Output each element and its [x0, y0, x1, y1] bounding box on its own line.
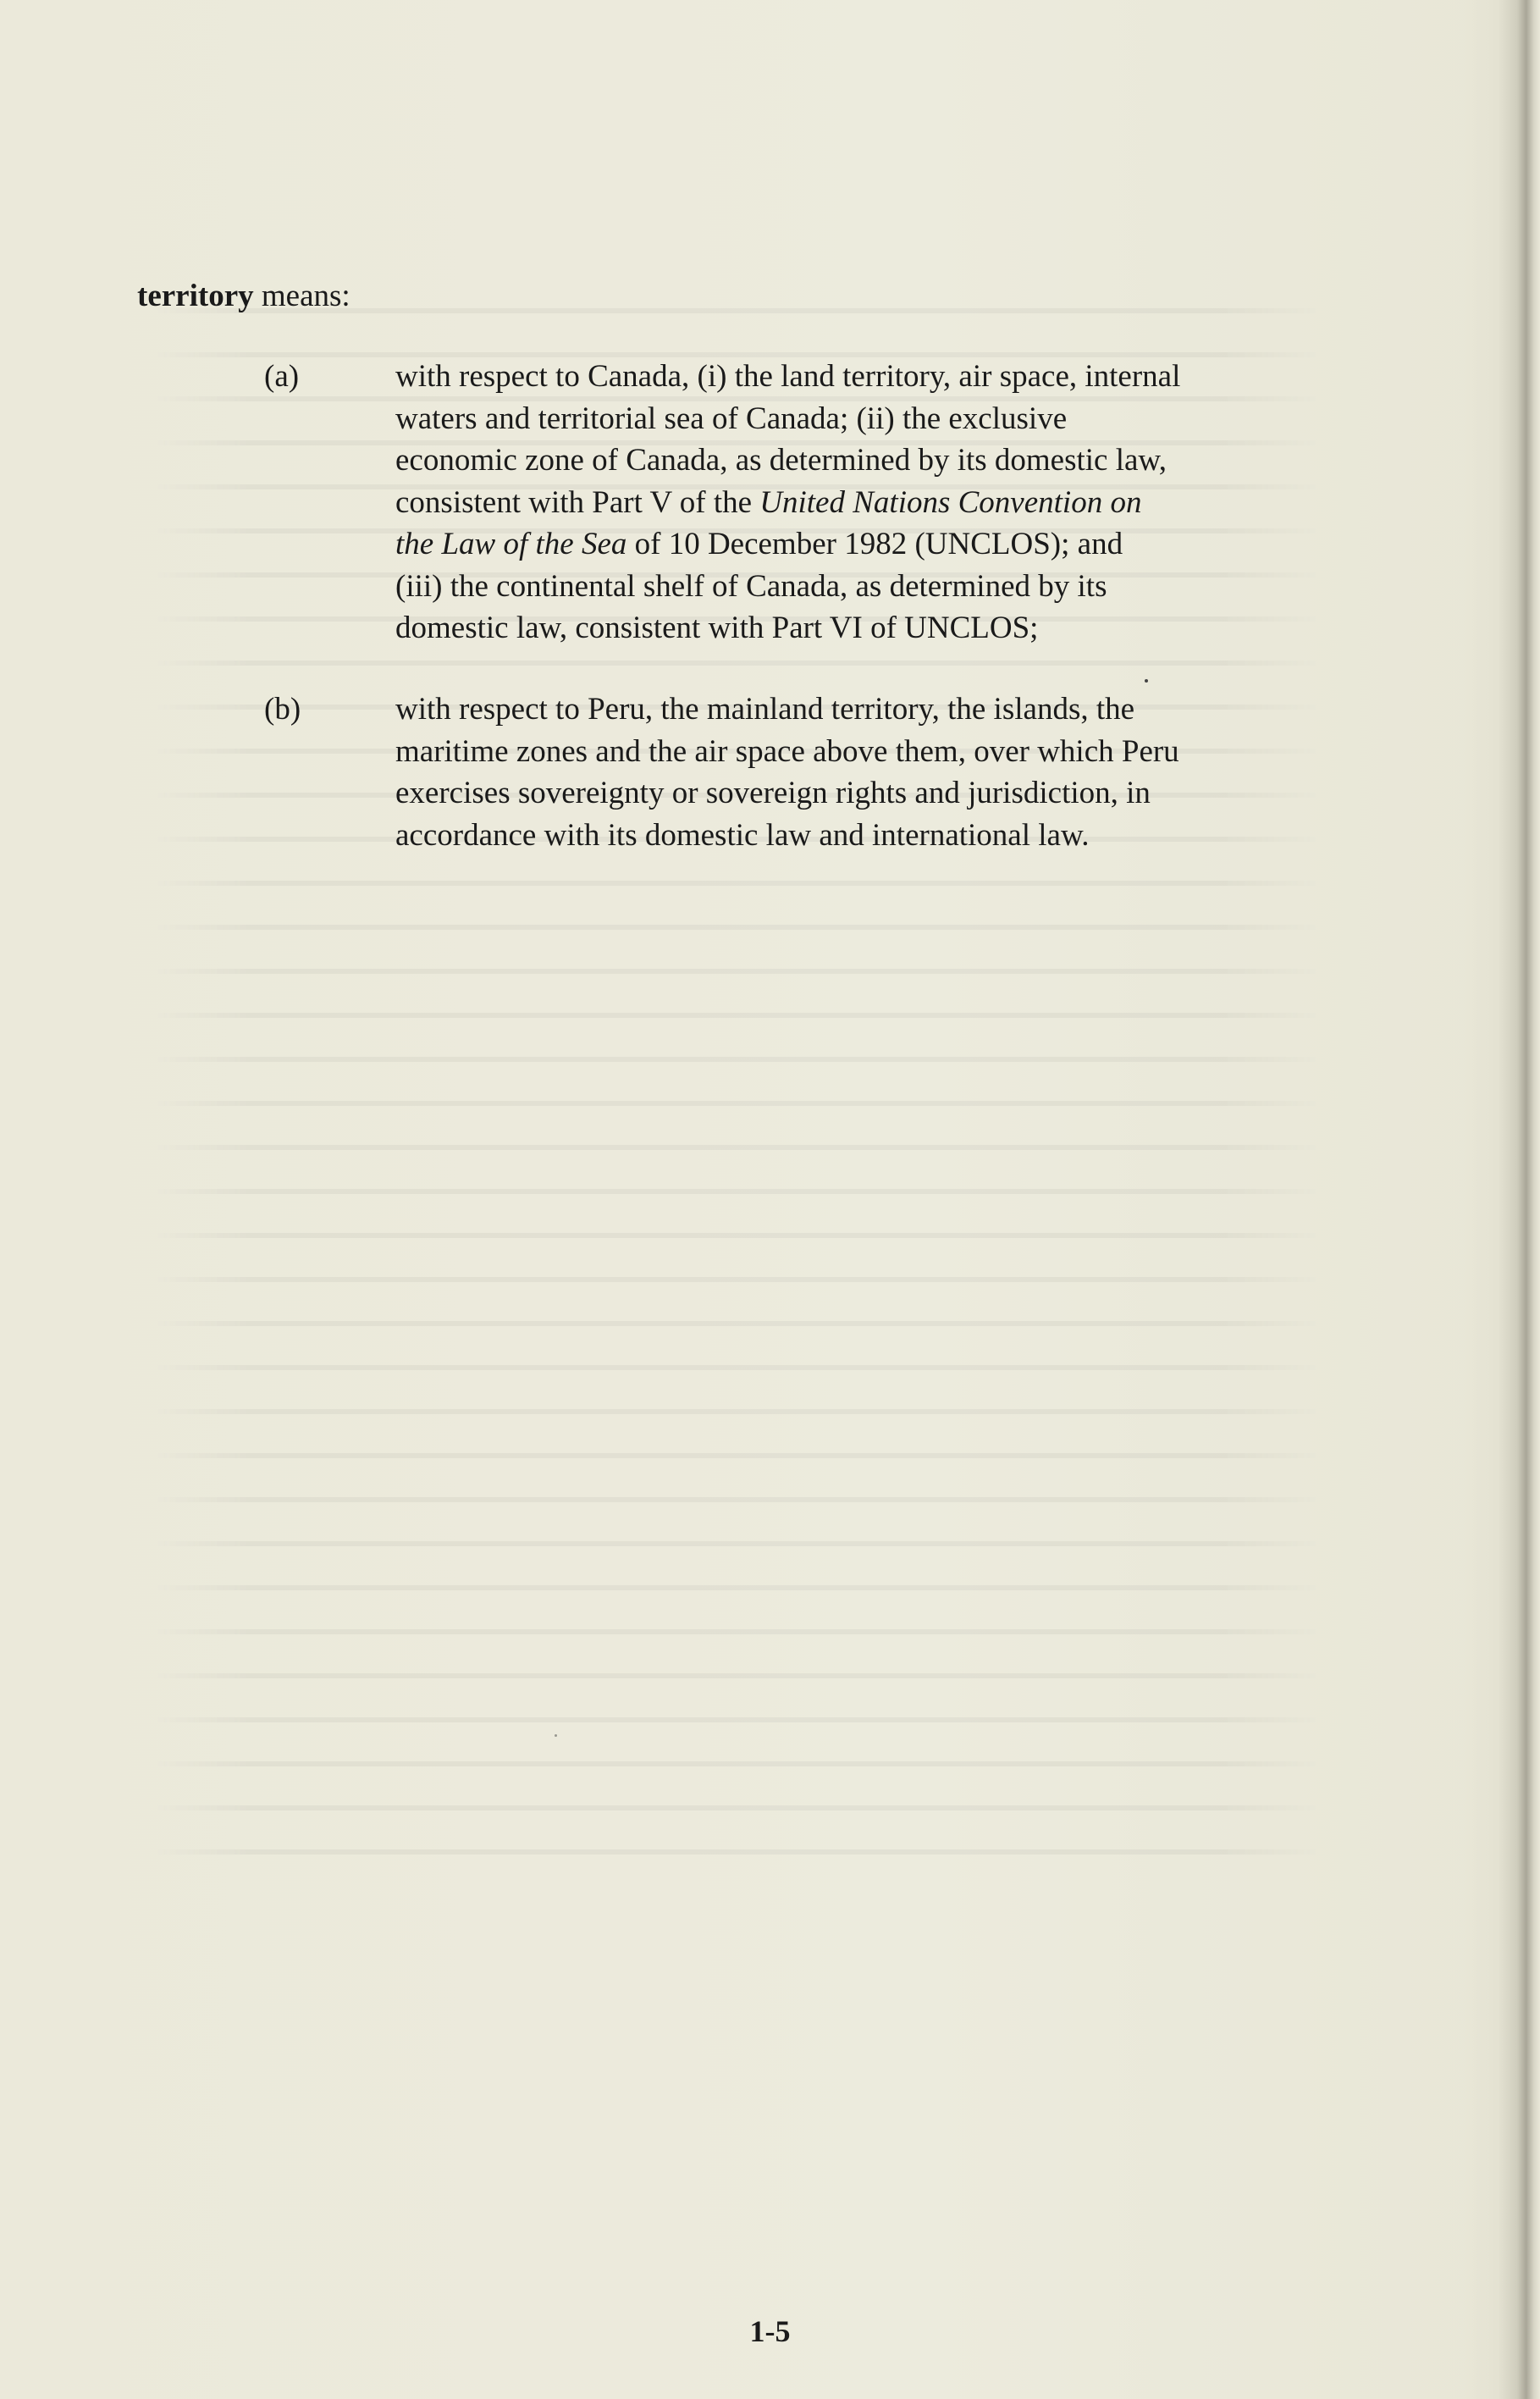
italic-title-run: the Law of the Sea	[395, 527, 627, 561]
text-run: with respect to Canada, (i) the land territory, air space, internal	[395, 359, 1181, 394]
item-text	[395, 356, 1284, 649]
text-run: accordance with its domestic law and international law.	[395, 817, 1090, 853]
text-line	[395, 356, 1284, 398]
text-line	[395, 772, 1284, 815]
text-run: with respect to Peru, the mainland territory, the islands, the	[395, 692, 1135, 727]
text-run: waters and territorial sea of Canada; (ii) the exclusive	[395, 401, 1068, 436]
text-run: exercises sovereignty or sovereign rights and jurisdiction, in	[395, 776, 1151, 810]
paper-speck	[555, 1734, 557, 1737]
defined-term: territory	[137, 279, 254, 313]
text-line	[395, 731, 1284, 773]
text-line	[395, 688, 1284, 731]
text-line	[395, 439, 1284, 482]
binding-edge-shadow	[1464, 0, 1540, 2399]
text-line	[395, 398, 1284, 440]
definition-suffix: means:	[253, 279, 351, 313]
text-line	[395, 523, 1284, 566]
text-run: domestic law, consistent with Part VI of UNCLOS;	[395, 611, 1039, 645]
text-line	[395, 607, 1284, 649]
text-run: of 10 December 1982 (UNCLOS); and	[626, 527, 1123, 561]
text-run: (iii) the continental shelf of Canada, as determined by its	[395, 568, 1107, 604]
text-line	[395, 482, 1284, 524]
text-line	[395, 566, 1284, 608]
item-label: (b)	[264, 692, 301, 727]
text-run: consistent with Part V of the	[395, 484, 760, 520]
item-text	[395, 688, 1284, 856]
text-run: economic zone of Canada, as determined by its domestic law,	[395, 443, 1167, 478]
text-run: maritime zones and the air space above them, over which Peru	[395, 733, 1179, 769]
definition-heading	[137, 278, 351, 315]
paper-speck	[1145, 679, 1148, 683]
text-line	[395, 815, 1284, 857]
italic-title-run: United Nations Convention on	[759, 484, 1142, 520]
item-label: (a)	[264, 359, 300, 394]
page-number: 1-5	[749, 2314, 791, 2348]
